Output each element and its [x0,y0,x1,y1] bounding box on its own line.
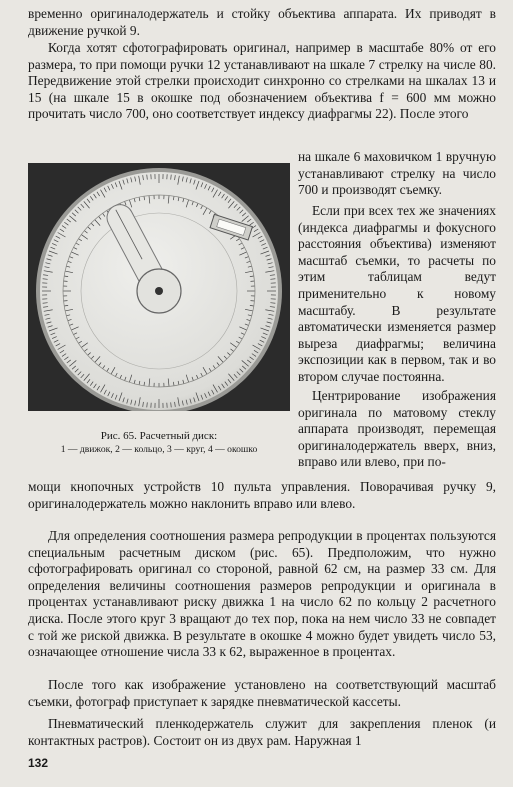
paragraph-scale-80: Когда хотят сфотографировать оригинал, например в масштабе 80% от его размера, то при помощи ручки 12 устанавливают на шкале 7 стрелку на числе 80. Передвижение этой стрелки происходит синхронно со стрелками на шкалах 13 и 15 (на шкале 15 в окошке под обозначением объектива f = 600 мм можно прочитать число 700, оно соответствует индексу диафрагмы 22). После этого [28,40,496,122]
column-paragraph-1: на шкале 6 маховичком 1 вручную устанавливают стрелку на число 700 и производят съемку. [298,149,496,198]
paragraph-disk-usage: Для определения соотношения размера репродукции в процентах пользуются специальным расчетным диском (рис. 65). Предположим, что нужно сфотографировать оригинал со стороной, равной 62 см, на размер 33 см. Для определения величины соотношения размеров репродукции и оригинала в процентах устанавливают риску движка 1 на число 62 по кольцу 2 расчетного диска. После этого круг 3 вращают до тех пор, пока на нем число 33 не совпадет с той же риской движка. В результате в окошке 4 можно будет увидеть число 53, означающее отношение числа 33 к 62, выраженное в процентах. [28,528,496,660]
paragraph-continued: временно оригиналодержатель и стойку объектива аппарата. Их приводят в движение ручкой 9. [28,6,496,38]
figure-caption [28,430,290,456]
column-paragraph-2: Если при всех тех же значениях (индекса диафрагмы и фокусного расстояния объектива) изменяют масштаб съемки, то расчеты по этим таблицам ведут применительно к новому масштабу. В результате автоматически изменяется размер выреза диафрагмы; величина экспозиции как в первом, так и во втором случае постоянна. [298,203,496,384]
caption-title: Рис. 65. Расчетный диск: [100,430,218,442]
page-number: 132 [28,756,49,770]
paragraph-film-holder: Пневматический пленкодержатель служит для закрепления пленок (и контактных растров). Состоит он из двух рам. Наружная 1 [28,716,496,748]
calculation-disk-photo [28,163,290,411]
paragraph-buttons: мощи кнопочных устройств 10 пульта управления. Поворачивая ручку 9, оригиналодержатель можно наклонить вправо или влево. [28,479,496,511]
figure-calculation-disk [28,163,290,411]
caption-legend: 1 — движок, 2 — кольцо, 3 — круг, 4 — окошко [60,444,258,455]
paragraph-cassette: После того как изображение установлено на соответствующий масштаб съемки, фотограф приступает к зарядке пневматической кассеты. [28,677,496,709]
column-paragraph-3: Центрирование изображения оригинала по матовому стеклу аппарата производят, перемещая оригиналодержатель вверх, вниз, вправо или влево, при по- [298,388,496,470]
center-pin [155,287,163,295]
